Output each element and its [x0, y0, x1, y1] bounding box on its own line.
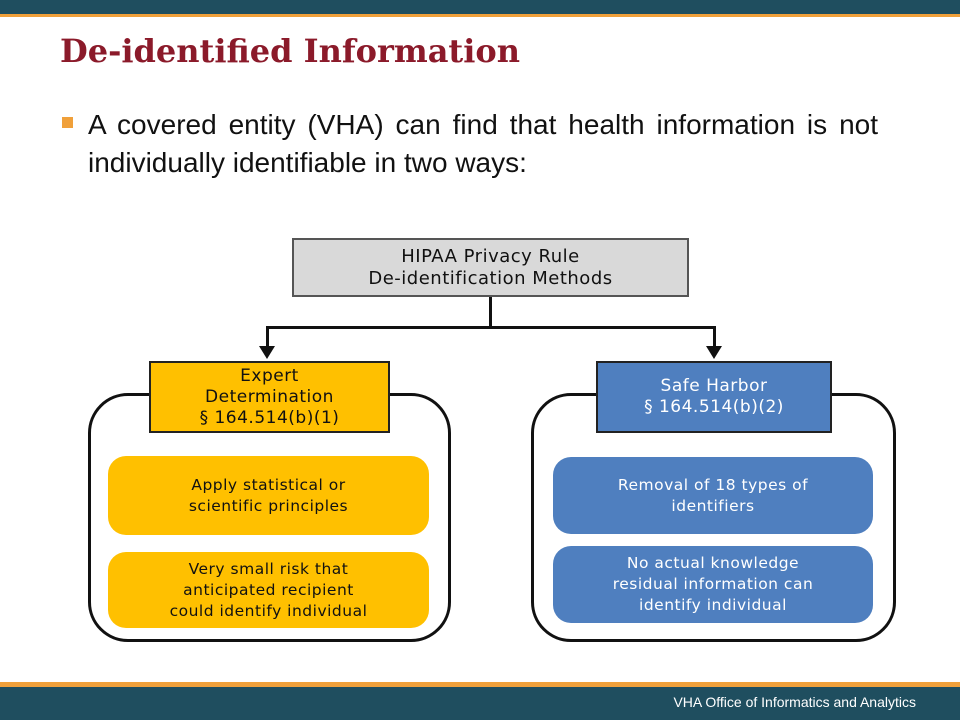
- top-accent-line: [0, 14, 960, 17]
- top-header-bar: [0, 0, 960, 14]
- root-box-label: HIPAA Privacy Rule De-identification Methods: [368, 245, 613, 289]
- safe-harbor-item-label: No actual knowledge residual information can identify individual: [612, 554, 814, 614]
- safe-harbor-item-label: Removal of 18 types of identifiers: [617, 475, 809, 515]
- footer-text: VHA Office of Informatics and Analytics: [673, 694, 916, 710]
- connector-right-drop: [713, 326, 716, 348]
- expert-determination-label: Expert Determination § 164.514(b)(1): [199, 365, 340, 428]
- root-box: [292, 238, 689, 297]
- safe-harbor-item-box: [553, 546, 873, 623]
- safe-harbor-box: [596, 361, 832, 433]
- safe-harbor-item-box: [553, 457, 873, 534]
- slide-title: De-identified Information: [60, 32, 520, 70]
- connector-left-drop: [266, 326, 269, 348]
- arrow-down-left-icon: [259, 346, 275, 359]
- expert-item-label: Apply statistical or scientific principles: [188, 475, 349, 515]
- safe-harbor-label: Safe Harbor § 164.514(b)(2): [644, 376, 784, 417]
- connector-root-stem: [489, 297, 492, 328]
- expert-item-label: Very small risk that anticipated recipient could identify individual: [169, 559, 368, 620]
- bullet-square-icon: [62, 117, 73, 128]
- connector-horizontal: [266, 326, 716, 329]
- expert-item-box: [108, 456, 429, 535]
- expert-determination-box: [149, 361, 390, 433]
- bullet-text: A covered entity (VHA) can find that health information is not individually identifiable in two ways:: [88, 109, 878, 178]
- expert-item-box: [108, 552, 429, 628]
- arrow-down-right-icon: [706, 346, 722, 359]
